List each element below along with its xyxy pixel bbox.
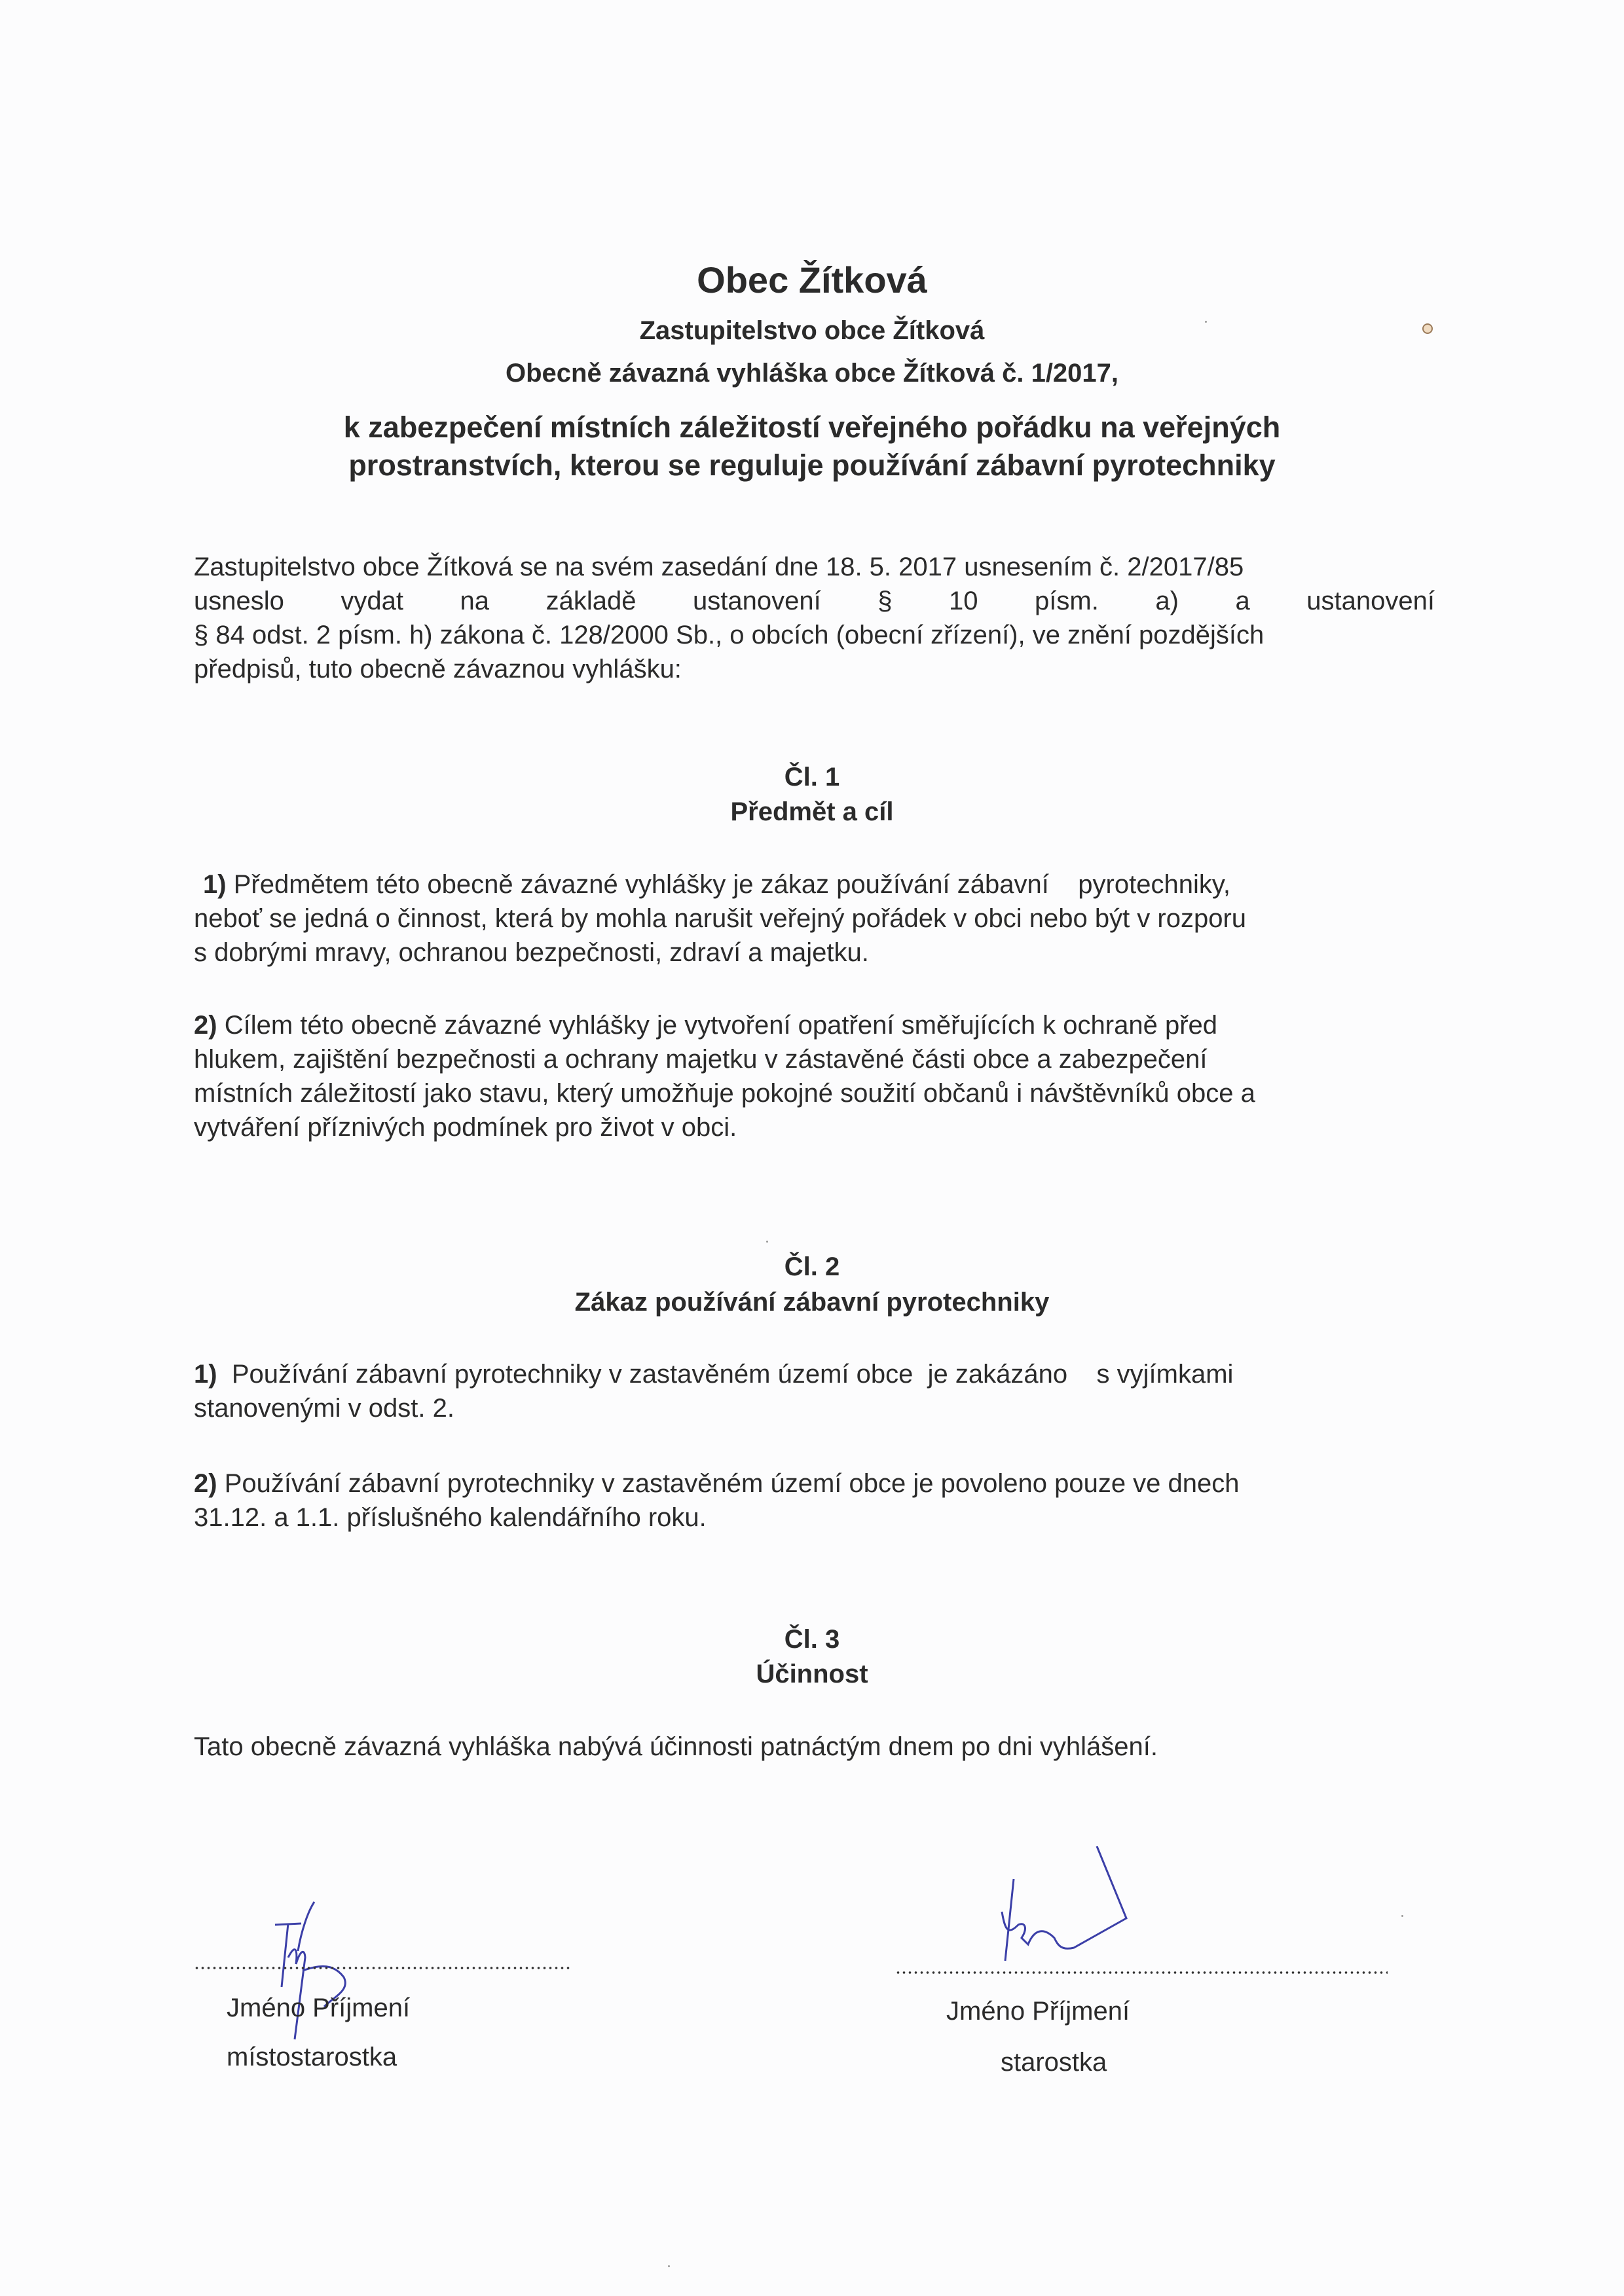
paragraph-number: 2) <box>194 1011 217 1040</box>
scan-speck <box>1401 1915 1403 1917</box>
paragraph-number: 1) <box>203 870 227 899</box>
article-1-paragraph-2 <box>194 1008 1435 1144</box>
signature-vice-mayor-icon <box>262 1886 471 2056</box>
paragraph-text: 31.12. a 1.1. příslušného kalendářního roku. <box>194 1503 707 1532</box>
article-1-paragraph-1 <box>194 867 1435 970</box>
preamble-line-2: usneslo vydat na základě ustanovení § 10 písm. a) a ustanovení <box>194 587 1435 615</box>
paragraph-text: hlukem, zajištění bezpečnosti a ochrany majetku v zástavěné části obce a zabezpečení <box>194 1045 1208 1074</box>
article-1-title: Předmět a cíl <box>730 797 894 826</box>
signature-name-vice-mayor: Jméno Příjmení <box>227 1994 411 2022</box>
decree-subject-line-1: k zabezpečení místních záležitostí veřejného pořádku na veřejných <box>343 410 1281 444</box>
article-2-paragraph-2 <box>194 1467 1435 1535</box>
signature-role-mayor: starostka <box>1001 2048 1107 2077</box>
paragraph-text: neboť se jedná o činnost, která by mohla narušit veřejný pořádek v obci nebo být v rozporu <box>194 904 1247 933</box>
council-name: Zastupitelstvo obce Žítková <box>639 316 985 345</box>
article-3-number: Čl. 3 <box>784 1625 840 1654</box>
paragraph-text: Používání zábavní pyrotechniky v zastavěném území obce je povoleno pouze ve dnech <box>224 1469 1240 1498</box>
municipality-title: Obec Žítková <box>697 259 927 301</box>
preamble-line-1: Zastupitelstvo obce Žítková se na svém zasedání dne 18. 5. 2017 usnesením č. 2/2017/85 <box>194 553 1244 581</box>
article-2-paragraph-1 <box>194 1357 1435 1425</box>
preamble-line-4: předpisů, tuto obecně závaznou vyhlášku: <box>194 655 682 683</box>
signature-mayor-icon <box>982 1846 1218 1964</box>
signature-role-vice-mayor: místostarostka <box>227 2043 397 2071</box>
paragraph-text: Cílem této obecně závazné vyhlášky je vytvoření opatření směřujících k ochraně před <box>224 1011 1218 1040</box>
paragraph-text: Předmětem této obecně závazné vyhlášky je zákaz používání zábavní pyrotechniky, <box>233 870 1230 899</box>
signature-name-mayor: Jméno Příjmení <box>946 1997 1130 2026</box>
paragraph-text: Používání zábavní pyrotechniky v zastavěném území obce je zakázáno s vyjímkami <box>231 1360 1234 1389</box>
paragraph-number: 1) <box>194 1360 217 1389</box>
signature-line-vice-mayor <box>194 1966 570 1970</box>
decree-subject-line-2: prostranstvích, kterou se reguluje používání zábavní pyrotechniky <box>348 448 1276 482</box>
scan-speck <box>1205 321 1207 323</box>
scan-speck <box>668 2265 670 2267</box>
paragraph-text: s dobrými mravy, ochranou bezpečnosti, zdraví a majetku. <box>194 938 869 967</box>
paragraph-number: 2) <box>194 1469 217 1498</box>
paragraph-text: vytváření příznivých podmínek pro život v obci. <box>194 1113 737 1142</box>
paragraph-text: místních záležitostí jako stavu, který umožňuje pokojné soužití občanů i návštěvníků obce a <box>194 1079 1255 1108</box>
decree-title: Obecně závazná vyhláška obce Žítková č. 1/2017, <box>505 359 1119 388</box>
article-3-text: Tato obecně závazná vyhláška nabývá účinnosti patnáctým dnem po dni vyhlášení. <box>194 1732 1158 1761</box>
scan-mark <box>1422 323 1433 334</box>
article-2-number: Čl. 2 <box>784 1252 840 1281</box>
preamble-line-3: § 84 odst. 2 písm. h) zákona č. 128/2000 Sb., o obcích (obecní zřízení), ve znění pozdějších <box>194 621 1264 649</box>
scan-speck <box>766 1241 768 1243</box>
article-3-title: Účinnost <box>756 1660 868 1688</box>
article-1-number: Čl. 1 <box>784 763 840 792</box>
preamble <box>194 550 1435 686</box>
signature-line-mayor <box>895 1971 1388 1975</box>
article-2-title: Zákaz používání zábavní pyrotechniky <box>574 1288 1050 1317</box>
paragraph-text: stanovenými v odst. 2. <box>194 1394 454 1423</box>
